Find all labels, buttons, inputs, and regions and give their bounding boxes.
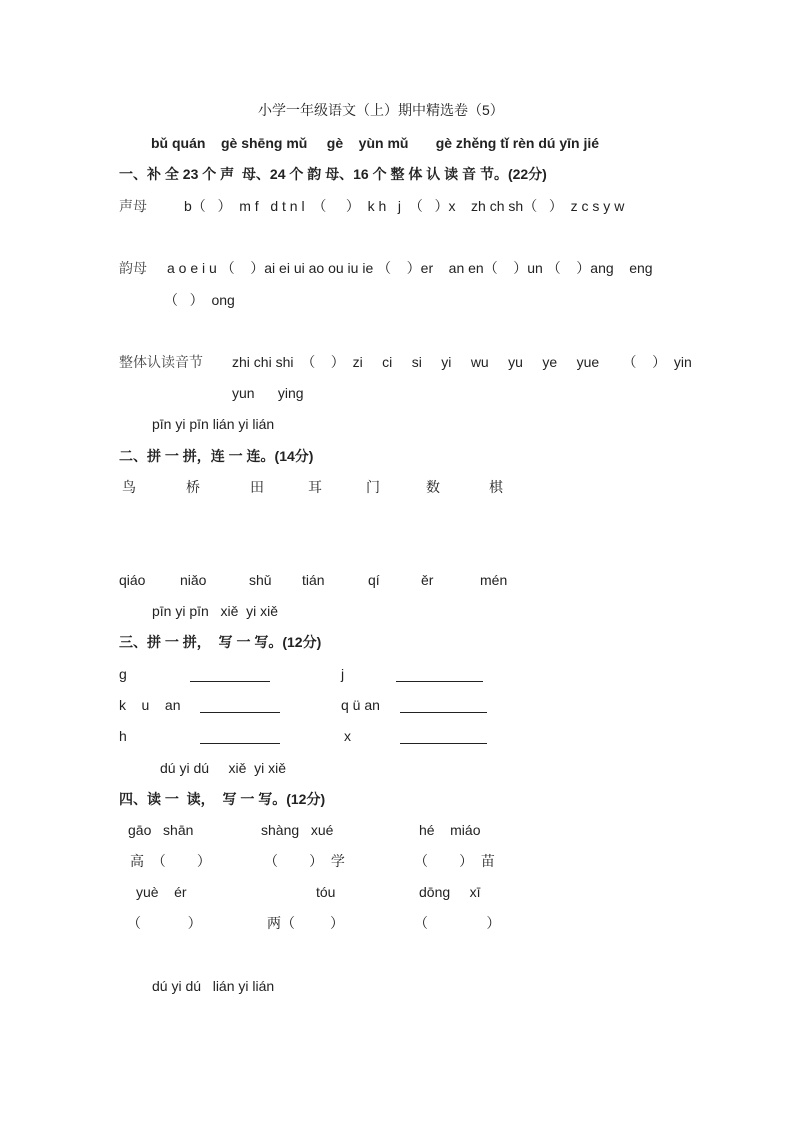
shengmu-line: b（ ） m f d t n l （ ） k h j （ ）x zh ch sh（ ） z c s y w [184,198,625,214]
pinyin-item: tián [302,572,325,588]
section4-pinyin: dú yi dú xiě yi xiě [160,760,287,776]
char-item: 耳 [308,479,322,495]
answer-blank[interactable] [190,681,270,682]
spell-left-3: h [119,728,127,744]
spell-right-3: x [344,728,351,744]
section3-pinyin: pīn yi pīn xiě yi xiě [152,603,279,619]
page-title: 小学一年级语文（上）期中精选卷（5） [258,102,504,118]
answer-blank[interactable] [400,712,487,713]
answer-blank[interactable] [396,681,483,682]
word-pinyin: yuè ér [136,884,187,900]
pinyin-item: shǔ [249,572,272,588]
spell-right-1: j [341,666,345,682]
yunmu-line-2: （ ） ong [164,292,235,308]
section2-pinyin: pīn yi pīn lián yi lián [152,416,275,432]
char-item: 田 [250,479,264,495]
answer-blank[interactable] [400,743,487,744]
shengmu-label: 声母 [119,198,147,214]
spell-right-2: q ü an [341,697,380,713]
word-pinyin: dōng xī [419,884,481,900]
word-pinyin: shàng xué [261,822,334,838]
word-chars: 高 （ ） [130,853,211,869]
word-chars: 两（ ） [267,915,345,931]
word-pinyin: gāo shān [128,822,194,838]
section5-pinyin: dú yi dú lián yi lián [152,978,275,994]
answer-blank[interactable] [200,712,280,713]
char-item: 棋 [489,479,503,495]
pinyin-item: mén [480,572,508,588]
pinyin-item: qí [368,572,380,588]
char-item: 桥 [186,479,200,495]
zhengti-line-2: yun ying [232,385,304,401]
char-item: 门 [366,479,380,495]
section2-heading: 二、拼 一 拼，连 一 连。(14分) [119,448,314,464]
char-item: 数 [426,479,440,495]
section3-heading: 三、拼 一 拼， 写 一 写。(12分) [119,634,322,650]
pinyin-item: qiáo [119,572,146,588]
yunmu-label: 韵母 [119,260,147,276]
zhengti-line-1: zhi chi shi （ ） zi ci si yi wu yu ye yue （ ） yin [232,354,692,370]
section4-heading: 四、读 一 读， 写 一 写。(12分) [119,791,326,807]
word-pinyin: tóu [316,884,336,900]
word-chars: （ ） 苗 [414,853,495,869]
section1-heading: 一、补 全 23 个 声 母、24 个 韵 母、16 个 整 体 认 读 音 节。(22分) [119,166,547,182]
word-chars: （ ） [414,915,501,931]
yunmu-line-1: a o e i u （ ）ai ei ui ao ou iu ie （ ）er an en（ ）un （ ）ang eng [167,260,653,276]
word-chars: （ ） 学 [264,853,345,869]
word-pinyin: hé miáo [419,822,481,838]
answer-blank[interactable] [200,743,280,744]
pinyin-item: ěr [421,572,434,588]
word-chars: （ ） [127,915,202,931]
spell-left-1: g [119,666,127,682]
zhengti-label: 整体认读音节 [119,354,203,370]
spell-left-2: k u an [119,697,181,713]
pinyin-header: bǔ quán gè shēng mǔ gè yùn mǔ gè zhěng tǐ rèn dú yīn jié [151,135,600,151]
char-item: 鸟 [122,479,136,495]
pinyin-item: niǎo [180,572,207,588]
